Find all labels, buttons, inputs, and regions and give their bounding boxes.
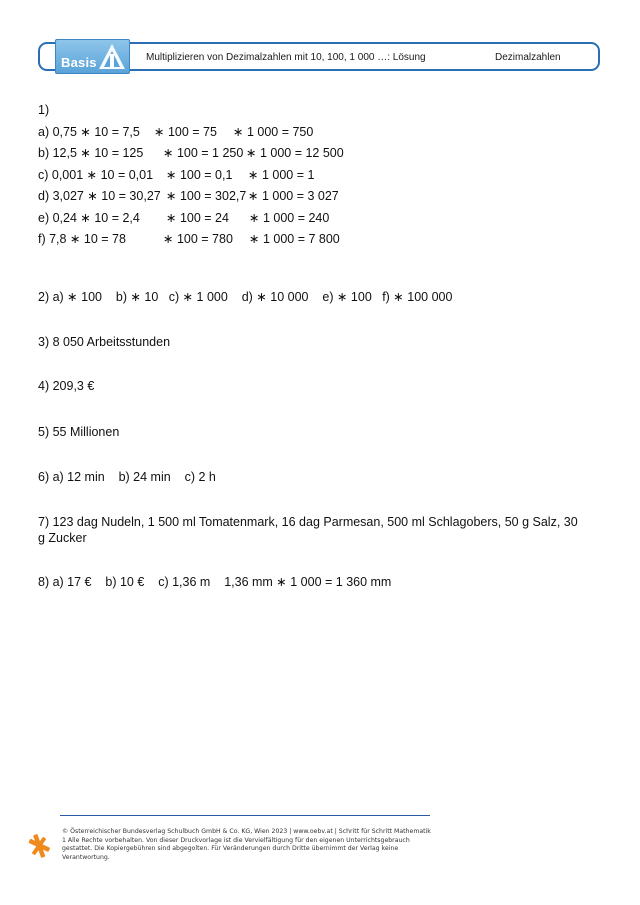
task5-answer: 5) 55 Millionen (38, 425, 120, 439)
calc-times-10: f) 7,8 ∗ 10 = 78 (38, 232, 126, 246)
task8-answer: 8) a) 17 € b) 10 € c) 1,36 m 1,36 mm ∗ 1 000 = 1 360 mm (38, 575, 392, 589)
calc-times-10: a) 0,75 ∗ 10 = 7,5 (38, 125, 140, 139)
calc-times-1000: ∗ 1 000 = 3 027 (248, 189, 339, 203)
task1-label: 1) (38, 103, 50, 117)
task3-answer: 3) 8 050 Arbeitsstunden (38, 335, 171, 349)
triangle-logo-icon (97, 42, 127, 72)
calc-times-100: ∗ 100 = 0,1 (166, 168, 233, 182)
calc-times-100: ∗ 100 = 780 (163, 232, 233, 246)
publisher-star-logo-icon (26, 832, 52, 860)
calc-times-1000: ∗ 1 000 = 1 (248, 168, 315, 182)
calc-times-1000: ∗ 1 000 = 750 (233, 125, 314, 139)
calc-times-10: b) 12,5 ∗ 10 = 125 (38, 146, 144, 160)
calc-times-10: e) 0,24 ∗ 10 = 2,4 (38, 211, 140, 225)
copyright-notice: © Österreichischer Bundesverlag Schulbuch GmbH & Co. KG, Wien 2023 | www.oebv.at | Schritt für Schritt Mathematik 1 Alle Rechte vorbehalten. Von dieser Druckvorlage ist die Vervielfältigung für den eigenen Unterrichtsgebrauch gestattet. Die Kopiergebühren sind abgegolten. Für Veränderungen durch Dritte übernimmt der Verlag keine Verantwortung. (62, 828, 431, 861)
task7-answer: 7) 123 dag Nudeln, 1 500 ml Tomatenmark, 16 dag Parmesan, 500 ml Schlagobers, 50 g Salz, 30 g Zucker (38, 515, 578, 545)
page-title: Multiplizieren von Dezimalzahlen mit 10, 100, 1 000 …: Lösung (146, 52, 426, 63)
calc-times-1000: ∗ 1 000 = 240 (249, 211, 330, 225)
footer-divider (60, 815, 430, 816)
calc-times-10: d) 3,027 ∗ 10 = 30,27 (38, 189, 161, 203)
calc-times-10: c) 0,001 ∗ 10 = 0,01 (38, 168, 154, 182)
calc-times-100: ∗ 100 = 75 (154, 125, 217, 139)
calc-times-100: ∗ 100 = 1 250 (163, 146, 244, 160)
task4-answer: 4) 209,3 € (38, 379, 95, 393)
basis-logo (55, 39, 130, 74)
logo-text: Basis (61, 55, 97, 70)
page-topic: Dezimalzahlen (495, 52, 561, 63)
task2-answer: 2) a) ∗ 100 b) ∗ 10 c) ∗ 1 000 d) ∗ 10 000 e) ∗ 100 f) ∗ 100 000 (38, 290, 453, 304)
calc-times-1000: ∗ 1 000 = 7 800 (249, 232, 340, 246)
calc-times-1000: ∗ 1 000 = 12 500 (246, 146, 344, 160)
calc-times-100: ∗ 100 = 24 (166, 211, 229, 225)
task6-answer: 6) a) 12 min b) 24 min c) 2 h (38, 470, 216, 484)
calc-times-100: ∗ 100 = 302,7 (166, 189, 247, 203)
